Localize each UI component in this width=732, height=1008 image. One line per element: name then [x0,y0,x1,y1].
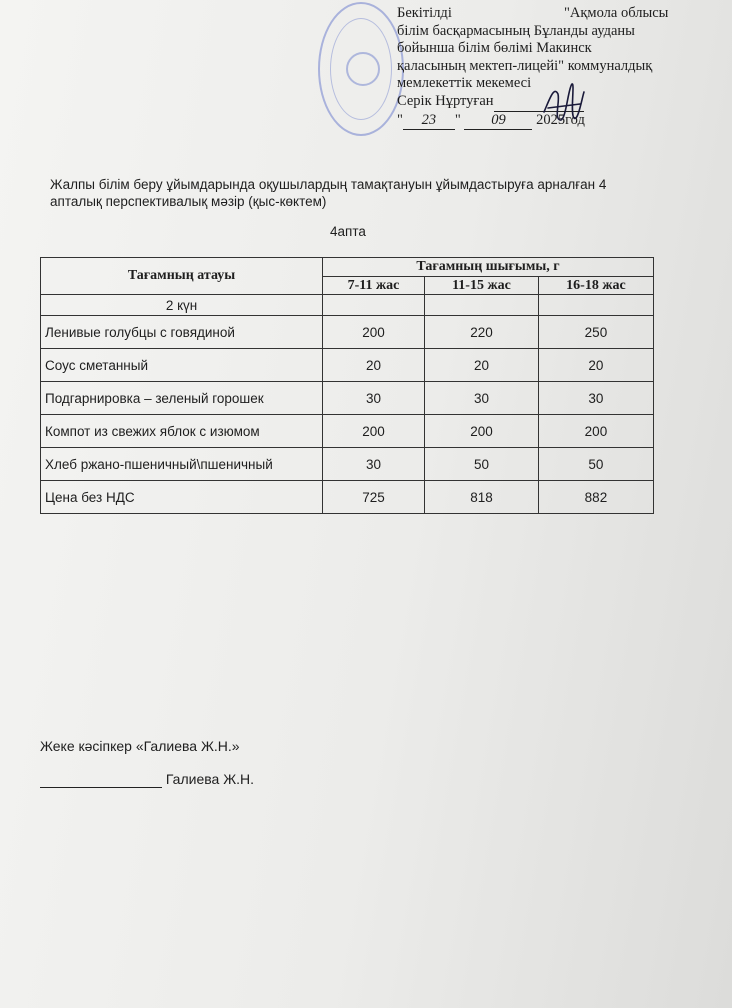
day-label: 2 күн [41,295,323,316]
yield-7-11: 20 [323,349,425,382]
org-line-2: білім басқармасының Бұланды ауданы [397,22,635,39]
table-row [41,349,654,382]
signer-line [40,771,254,788]
org-name-quote: "Ақмола облысы [564,5,669,21]
org-line-4: қаласының мектеп-лицейі" коммуналдық [397,57,653,74]
price-7-11: 725 [323,481,425,514]
yield-11-15: 220 [425,316,539,349]
price-11-15: 818 [425,481,539,514]
date-year: 2025год [536,111,585,128]
dish-name: Компот из свежих яблок с изюмом [41,415,323,448]
official-stamp [318,2,404,136]
yield-11-15: 30 [425,382,539,415]
approved-label: Бекітілді [397,5,452,21]
handwritten-signature [540,78,586,130]
yield-11-15: 50 [425,448,539,481]
dish-name: Соус сметанный [41,349,323,382]
yield-7-11: 200 [323,415,425,448]
dish-name: Хлеб ржано-пшеничный\пшеничный [41,448,323,481]
org-line-5: мемлекеттік мекемесі [397,75,532,92]
price-label: Цена без НДС [41,481,323,514]
dish-name: Ленивые голубцы с говядиной [41,316,323,349]
org-line-3: бойынша білім бөлімі Макинск [397,40,592,57]
day-row [41,295,654,316]
emblem-icon [346,52,380,86]
signer-name: Галиева Ж.Н. [165,771,255,787]
table-row [41,448,654,481]
week-label: 4апта [330,224,366,239]
entrepreneur-line: Жеке кәсіпкер «Галиева Ж.Н.» [40,738,240,754]
document-title: Жалпы білім беру ұйымдарында оқушылардың тамақтануын ұйымдастыруға арналған 4 апталық перспективалық мәзір (қыс-көктем) [50,177,607,209]
header-dish-name: Тағамның атауы [41,258,323,295]
yield-16-18: 200 [538,415,653,448]
menu-table [40,257,654,514]
yield-16-18: 30 [538,382,653,415]
header-age-16-18: 16-18 жас [538,277,653,295]
date-day: 23 [403,112,455,131]
table-row [41,382,654,415]
dish-name: Подгарнировка – зеленый горошек [41,382,323,415]
table-row [41,316,654,349]
date-month: 09 [464,112,532,131]
yield-16-18: 20 [538,349,653,382]
yield-16-18: 50 [538,448,653,481]
yield-7-11: 200 [323,316,425,349]
header-age-11-15: 11-15 жас [425,277,539,295]
signer-signature-line [40,771,162,788]
yield-16-18: 250 [538,316,653,349]
header-age-7-11: 7-11 жас [323,277,425,295]
price-16-18: 882 [538,481,653,514]
director-name: Серік Нұртуған [397,92,494,109]
yield-11-15: 20 [425,349,539,382]
approval-date: " 23 " 09 2025год [397,112,687,131]
header-yield: Тағамның шығымы, г [323,258,654,277]
table-row [41,415,654,448]
yield-7-11: 30 [323,382,425,415]
yield-11-15: 200 [425,415,539,448]
yield-7-11: 30 [323,448,425,481]
price-row [41,481,654,514]
